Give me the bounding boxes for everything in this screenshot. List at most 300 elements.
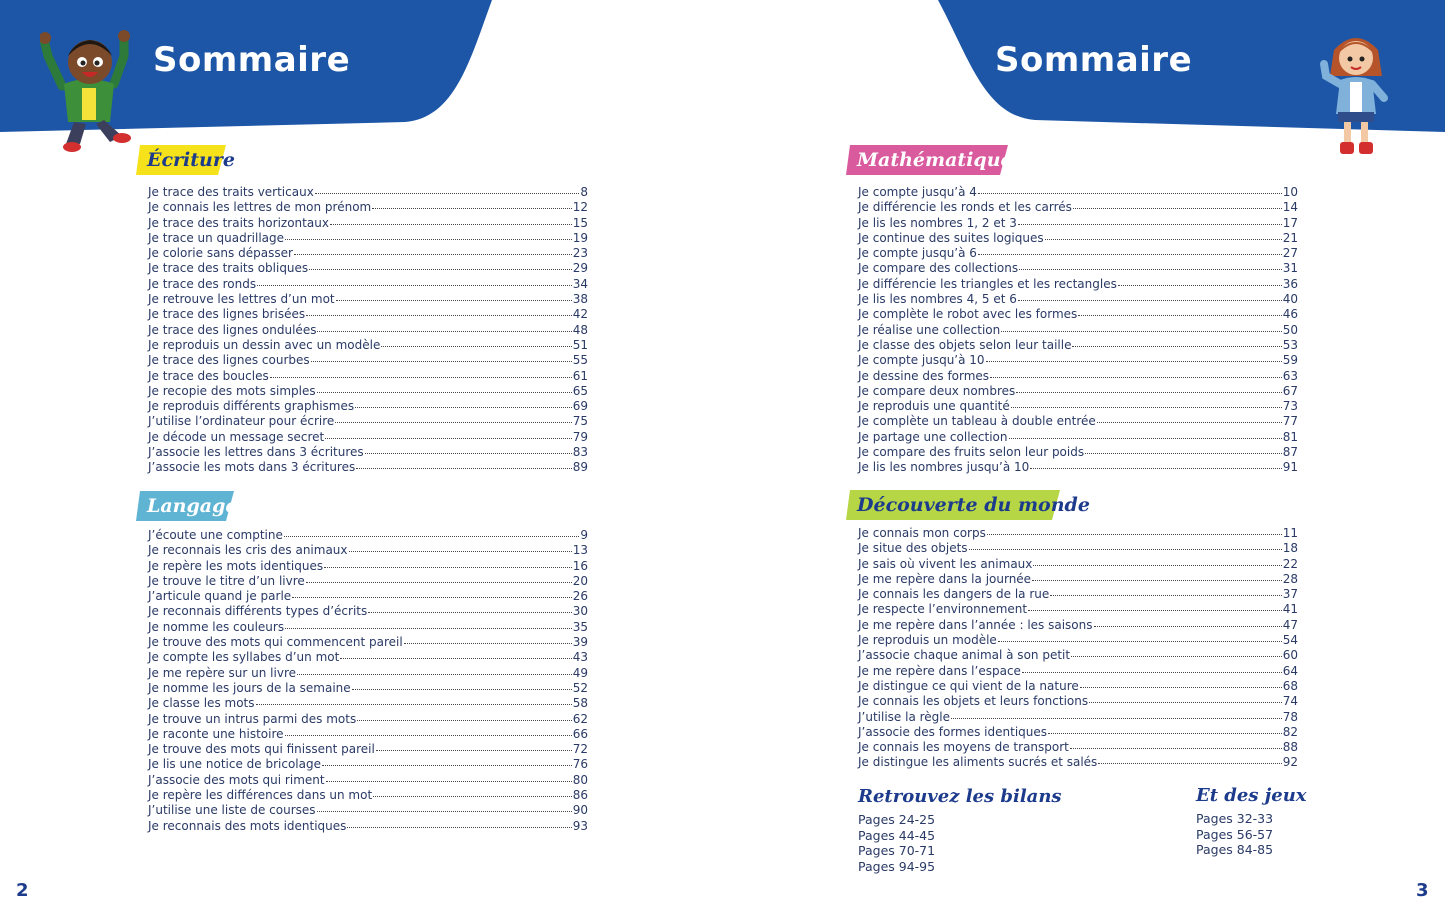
toc-entry-text: J’utilise la règle (858, 709, 951, 724)
dot-leader (297, 674, 572, 675)
toc-entry-text: Je connais les objets et leurs fonctions (858, 694, 1089, 709)
toc-entry-page: 14 (1282, 200, 1298, 215)
toc-entry-text: Je distingue ce qui vient de la nature (858, 678, 1079, 693)
boy-mascot-icon (40, 26, 140, 154)
toc-entry (858, 587, 1298, 602)
toc-entry (148, 773, 588, 788)
toc-entry-page: 68 (1282, 678, 1298, 693)
toc-entry-text: Je recopie des mots simples (148, 383, 316, 398)
toc-entry-page: 35 (572, 619, 588, 634)
toc-entry-page: 51 (572, 337, 588, 352)
dot-leader (335, 422, 571, 423)
toc-entry-page: 76 (572, 757, 588, 772)
toc-entry-page: 42 (572, 307, 588, 322)
toc-entry (858, 200, 1298, 215)
section-label-langage: Langage (147, 495, 238, 517)
toc-entry-page: 67 (1282, 383, 1298, 398)
toc-entry (858, 384, 1298, 399)
toc-entry-text: Je trace des traits obliques (148, 261, 309, 276)
toc-entry-text: Je connais les moyens de transport (858, 740, 1069, 755)
dot-leader (326, 781, 572, 782)
toc-entry-text: Je lis les nombres 1, 2 et 3 (858, 215, 1017, 230)
toc-entry (148, 277, 588, 292)
toc-entry-text: Je retrouve les lettres d’un mot (148, 292, 335, 307)
toc-entry (148, 666, 588, 681)
dot-leader (1072, 346, 1281, 347)
dot-leader (978, 254, 1282, 255)
toc-entry (858, 369, 1298, 384)
toc-entry-text: Je repère les différences dans un mot (148, 788, 373, 803)
dot-leader (294, 254, 572, 255)
dot-leader (285, 239, 572, 240)
toc-entry-text: J’écoute une comptine (148, 528, 283, 542)
toc-entry (858, 246, 1298, 261)
toc-entry (858, 526, 1298, 541)
toc-entry-page: 30 (572, 604, 588, 619)
dot-leader (356, 468, 571, 469)
toc-entry (858, 572, 1298, 587)
section-tag-maths (844, 143, 1024, 177)
toc-entry (148, 589, 588, 604)
toc-entry-text: Je continue des suites logiques (858, 230, 1044, 245)
toc-entry-page: 83 (572, 445, 588, 460)
toc-entry-text: Je connais mon corps (858, 526, 986, 540)
dot-leader (1022, 672, 1282, 673)
toc-entry (148, 353, 588, 368)
toc-entry-page: 46 (1282, 307, 1298, 322)
dot-leader (381, 346, 571, 347)
toc-entry-text: Je classe les mots (148, 696, 255, 711)
dot-leader (1073, 208, 1282, 209)
toc-entry (858, 338, 1298, 353)
toc-entry-text: Je complète un tableau à double entrée (858, 414, 1096, 429)
toc-entry-text: Je trouve des mots qui finissent pareil (148, 742, 375, 757)
toc-entry-text: Je reconnais les cris des animaux (148, 543, 348, 558)
toc-entry-text: Je trouve des mots qui commencent pareil (148, 635, 403, 650)
dot-leader (373, 796, 572, 797)
toc-entry-text: Je colorie sans dépasser (148, 246, 293, 261)
toc-entry-page: 36 (1282, 276, 1298, 291)
toc-entry-page: 74 (1282, 694, 1298, 709)
pages-item: Pages 24-25 (858, 812, 936, 827)
dot-leader (1089, 702, 1282, 703)
dot-leader (1011, 407, 1282, 408)
toc-entry (148, 460, 588, 475)
section-tag-monde (844, 488, 1090, 522)
toc-entry (148, 803, 588, 818)
toc-entry (858, 618, 1298, 633)
dot-leader (368, 612, 571, 613)
toc-entry-page: 54 (1282, 633, 1298, 648)
jeux-pages-list (1196, 811, 1273, 858)
dot-leader (257, 285, 572, 286)
toc-entry-text: Je trace des lignes courbes (148, 353, 310, 368)
dot-leader (987, 534, 1282, 535)
toc-entry-page: 52 (572, 680, 588, 695)
toc-entry-text: Je compte jusqu’à 4 (858, 185, 977, 199)
toc-entry-page: 73 (1282, 399, 1298, 414)
toc-entry-page: 78 (1282, 709, 1298, 724)
toc-entry (148, 384, 588, 399)
bilans-title: Retrouvez les bilans (858, 786, 1062, 807)
jeux-title: Et des jeux (1196, 785, 1307, 806)
dot-leader (404, 643, 572, 644)
toc-entry-text: Je me repère dans l’espace (858, 663, 1021, 678)
toc-entry-page: 87 (1282, 445, 1298, 460)
toc-entry-page: 23 (572, 246, 588, 261)
dot-leader (986, 361, 1282, 362)
toc-entry (858, 557, 1298, 572)
toc-entry-text: Je trace des traits verticaux (148, 185, 314, 199)
toc-entry-text: Je trace des lignes brisées (148, 307, 306, 322)
toc-entry-text: Je trace des traits horizontaux (148, 215, 329, 230)
toc-entry (148, 620, 588, 635)
toc-entry-page: 10 (1282, 185, 1298, 199)
dot-leader (256, 704, 572, 705)
toc-entry-page: 91 (1282, 460, 1298, 475)
dot-leader (352, 689, 572, 690)
toc-entry-text: Je compte jusqu’à 6 (858, 246, 977, 261)
toc-entry-text: J’associe les lettres dans 3 écritures (148, 445, 364, 460)
toc-entry (148, 757, 588, 772)
toc-entry-page: 66 (572, 726, 588, 741)
toc-entry (148, 292, 588, 307)
toc-entry-page: 8 (580, 185, 588, 199)
dot-leader (1048, 733, 1282, 734)
dot-leader (376, 750, 572, 751)
toc-entry-page: 29 (572, 261, 588, 276)
dot-leader (1080, 687, 1282, 688)
toc-entry-page: 53 (1282, 337, 1298, 352)
toc-entry-page: 9 (580, 528, 588, 542)
toc-entry-page: 81 (1282, 429, 1298, 444)
toc-entry-text: Je reproduis un modèle (858, 633, 997, 648)
toc-entry (148, 696, 588, 711)
toc-entry (858, 710, 1298, 725)
toc-entry-page: 16 (572, 558, 588, 573)
toc-entry (148, 819, 588, 834)
toc-entry-page: 61 (572, 368, 588, 383)
dot-leader (1030, 468, 1281, 469)
dot-leader (325, 438, 571, 439)
pages-item: Pages 44-45 (858, 827, 936, 843)
toc-entry (858, 633, 1298, 648)
toc-entry (858, 231, 1298, 246)
dot-leader (1097, 422, 1282, 423)
toc-entry (148, 414, 588, 429)
toc-entry-text: Je nomme les jours de la semaine (148, 680, 351, 695)
toc-entry-text: Je lis les nombres jusqu’à 10 (858, 460, 1030, 475)
dot-leader (1071, 656, 1282, 657)
toc-entry (148, 338, 588, 353)
section-label-maths: Mathématiques (857, 149, 1024, 171)
dot-leader (1118, 285, 1282, 286)
dot-leader (355, 407, 572, 408)
toc-entry-text: Je distingue les aliments sucrés et salés (858, 755, 1098, 770)
toc-entry-text: Je repère les mots identiques (148, 558, 324, 573)
toc-entry (858, 740, 1298, 755)
pages-item: Pages 84-85 (1196, 842, 1274, 857)
dot-leader (285, 628, 572, 629)
dot-leader (1018, 224, 1282, 225)
toc-entry (148, 574, 588, 589)
page-number-left: 2 (16, 880, 29, 901)
toc-entry-text: Je lis une notice de bricolage (148, 757, 321, 772)
dot-leader (365, 453, 572, 454)
toc-entry (148, 231, 588, 246)
toc-entry-text: Je reconnais des mots identiques (148, 818, 347, 833)
toc-entry-text: Je compare deux nombres (858, 383, 1016, 398)
toc-entry-text: J’associe les mots dans 3 écritures (148, 460, 356, 475)
toc-entry-page: 21 (1282, 230, 1298, 245)
dot-leader (270, 377, 572, 378)
toc-entry (148, 727, 588, 742)
toc-entry-page: 39 (572, 635, 588, 650)
toc-entry-page: 69 (572, 399, 588, 414)
dot-leader (1070, 748, 1282, 749)
dot-leader (998, 641, 1282, 642)
toc-entry-text: J’utilise l’ordinateur pour écrire (148, 414, 335, 429)
toc-entry (858, 679, 1298, 694)
toc-entry (148, 712, 588, 727)
pages-item: Pages 70-71 (858, 843, 936, 858)
toc-entry (148, 369, 588, 384)
toc-entry (148, 445, 588, 460)
toc-entry-page: 89 (572, 460, 588, 475)
dot-leader (1078, 315, 1281, 316)
toc-entry-text: Je sais où vivent les animaux (858, 556, 1033, 571)
toc-entry-page: 77 (1282, 414, 1298, 429)
toc-list-monde (858, 526, 1298, 771)
toc-entry-page: 92 (1282, 755, 1298, 770)
toc-entry-page: 62 (572, 711, 588, 726)
page-title-right: Sommaire (995, 40, 1193, 80)
toc-entry-text: Je classe des objets selon leur taille (858, 337, 1072, 352)
dot-leader (357, 720, 572, 721)
toc-entry (858, 755, 1298, 770)
section-tag-langage (134, 489, 236, 523)
toc-entry-page: 15 (572, 215, 588, 230)
toc-entry-text: Je partage une collection (858, 429, 1008, 444)
toc-entry-page: 80 (572, 772, 588, 787)
toc-entry-text: Je reproduis une quantité (858, 399, 1010, 414)
toc-entry-page: 12 (572, 200, 588, 215)
toc-entry-text: Je trace des ronds (148, 276, 257, 291)
dot-leader (317, 331, 571, 332)
pages-item: Pages 32-33 (1196, 811, 1274, 826)
dot-leader (978, 193, 1282, 194)
toc-entry-text: Je décode un message secret (148, 429, 325, 444)
toc-entry (148, 681, 588, 696)
dot-leader (990, 377, 1282, 378)
dot-leader (1016, 392, 1281, 393)
toc-entry-text: Je me repère sur un livre (148, 665, 296, 680)
toc-entry-page: 37 (1282, 587, 1298, 602)
page-number-right: 3 (1416, 880, 1429, 901)
dot-leader (1045, 239, 1282, 240)
toc-entry-page: 20 (572, 573, 588, 588)
toc-entry-page: 50 (1282, 322, 1298, 337)
toc-entry-page: 72 (572, 742, 588, 757)
toc-entry-page: 79 (572, 429, 588, 444)
dot-leader (292, 597, 572, 598)
toc-entry (148, 559, 588, 574)
dot-leader (349, 551, 572, 552)
toc-entry-page: 64 (1282, 663, 1298, 678)
toc-entry-text: Je compte les syllabes d’un mot (148, 650, 340, 665)
toc-entry-page: 43 (572, 650, 588, 665)
toc-entry-page: 48 (572, 322, 588, 337)
toc-entry-text: Je compte jusqu’à 10 (858, 353, 985, 368)
page-title-left: Sommaire (153, 40, 351, 80)
toc-entry-page: 31 (1282, 261, 1298, 276)
toc-entry-text: Je dessine des formes (858, 368, 990, 383)
toc-entry-text: Je respecte l’environnement (858, 602, 1028, 617)
toc-entry (858, 541, 1298, 556)
dot-leader (347, 827, 571, 828)
toc-entry-page: 27 (1282, 246, 1298, 261)
toc-entry-text: Je trouve le titre d’un livre (148, 573, 305, 588)
dot-leader (951, 718, 1282, 719)
toc-entry-text: Je trouve un intrus parmi des mots (148, 711, 357, 726)
toc-entry-page: 40 (1282, 292, 1298, 307)
toc-entry (148, 216, 588, 231)
toc-entry-page: 49 (572, 665, 588, 680)
toc-entry (858, 353, 1298, 368)
toc-entry-text: Je lis les nombres 4, 5 et 6 (858, 292, 1017, 307)
toc-entry-page: 11 (1282, 526, 1298, 540)
dot-leader (1018, 300, 1282, 301)
toc-entry-text: Je reproduis différents graphismes (148, 399, 355, 414)
toc-list-maths (858, 185, 1298, 476)
toc-entry-text: Je situe des objets (858, 541, 968, 556)
dot-leader (322, 765, 572, 766)
toc-entry-page: 82 (1282, 724, 1298, 739)
toc-entry-text: Je reproduis un dessin avec un modèle (148, 337, 381, 352)
toc-entry (858, 399, 1298, 414)
toc-entry (148, 788, 588, 803)
toc-entry-text: Je trace des boucles (148, 368, 269, 383)
toc-entry-text: Je trace des lignes ondulées (148, 322, 317, 337)
toc-entry-text: Je différencie les triangles et les rectangles (858, 276, 1117, 291)
toc-entry-page: 90 (572, 803, 588, 818)
toc-entry-text: Je me repère dans l’année : les saisons (858, 617, 1093, 632)
toc-entry-page: 59 (1282, 353, 1298, 368)
bilans-pages-list (858, 812, 935, 874)
section-label-monde: Découverte du monde (857, 494, 1090, 516)
toc-entry-page: 63 (1282, 368, 1298, 383)
section-label-ecriture: Écriture (147, 149, 235, 171)
dot-leader (317, 392, 572, 393)
toc-entry (858, 460, 1298, 475)
toc-entry-page: 38 (572, 292, 588, 307)
toc-entry-text: Je me repère dans la journée (858, 571, 1032, 586)
toc-entry (148, 323, 588, 338)
toc-entry-text: Je connais les dangers de la rue (858, 587, 1050, 602)
toc-entry-page: 28 (1282, 571, 1298, 586)
toc-entry (858, 648, 1298, 663)
toc-entry (858, 323, 1298, 338)
dot-leader (372, 208, 571, 209)
toc-entry-page: 13 (572, 543, 588, 558)
dot-leader (1098, 763, 1281, 764)
toc-entry-text: J’articule quand je parle (148, 589, 292, 604)
girl-mascot-icon (1318, 28, 1396, 160)
toc-entry-text: Je reconnais différents types d’écrits (148, 604, 368, 619)
toc-entry-text: Je différencie les ronds et les carrés (858, 200, 1072, 215)
toc-entry (858, 725, 1298, 740)
toc-entry-page: 17 (1282, 215, 1298, 230)
toc-entry-page: 55 (572, 353, 588, 368)
toc-entry (858, 602, 1298, 617)
toc-entry (148, 635, 588, 650)
toc-entry-page: 75 (572, 414, 588, 429)
toc-entry (148, 307, 588, 322)
toc-entry-text: Je raconte une histoire (148, 726, 284, 741)
toc-entry (858, 694, 1298, 709)
toc-entry (148, 261, 588, 276)
section-tag-ecriture (134, 143, 235, 177)
toc-entry (858, 414, 1298, 429)
toc-entry-page: 26 (572, 589, 588, 604)
toc-entry (858, 664, 1298, 679)
toc-entry-text: J’utilise une liste de courses (148, 803, 316, 818)
toc-entry-page: 22 (1282, 556, 1298, 571)
pages-item: Pages 56-57 (1196, 826, 1274, 842)
toc-entry-text: J’associe des formes identiques (858, 724, 1048, 739)
toc-entry (148, 528, 588, 543)
toc-entry (858, 430, 1298, 445)
toc-entry-page: 88 (1282, 740, 1298, 755)
toc-entry (148, 430, 588, 445)
dot-leader (317, 811, 572, 812)
dot-leader (969, 549, 1282, 550)
toc-entry-text: J’associe chaque animal à son petit (858, 648, 1071, 663)
toc-entry-text: Je complète le robot avec les formes (858, 307, 1078, 322)
dot-leader (340, 658, 571, 659)
dot-leader (1033, 565, 1281, 566)
toc-entry-page: 65 (572, 383, 588, 398)
toc-entry-page: 58 (572, 696, 588, 711)
dot-leader (309, 269, 572, 270)
dot-leader (285, 735, 572, 736)
dot-leader (306, 582, 572, 583)
dot-leader (311, 361, 572, 362)
toc-entry (148, 604, 588, 619)
toc-entry-text: Je compare des collections (858, 261, 1019, 276)
toc-entry (858, 216, 1298, 231)
toc-entry (858, 277, 1298, 292)
dot-leader (1028, 610, 1282, 611)
dot-leader (284, 536, 579, 537)
toc-entry-page: 19 (572, 230, 588, 245)
toc-entry-text: Je nomme les couleurs (148, 619, 285, 634)
dot-leader (306, 315, 572, 316)
toc-entry (858, 307, 1298, 322)
toc-list-langage (148, 528, 588, 834)
dot-leader (1050, 595, 1281, 596)
dot-leader (1009, 438, 1282, 439)
toc-list-ecriture (148, 185, 588, 476)
toc-entry-page: 86 (572, 788, 588, 803)
toc-entry (858, 445, 1298, 460)
dot-leader (1019, 269, 1282, 270)
toc-entry-page: 47 (1282, 617, 1298, 632)
dot-leader (1032, 580, 1282, 581)
toc-entry (148, 399, 588, 414)
toc-entry-text: J’associe des mots qui riment (148, 772, 325, 787)
toc-entry-text: Je trace un quadrillage (148, 230, 285, 245)
